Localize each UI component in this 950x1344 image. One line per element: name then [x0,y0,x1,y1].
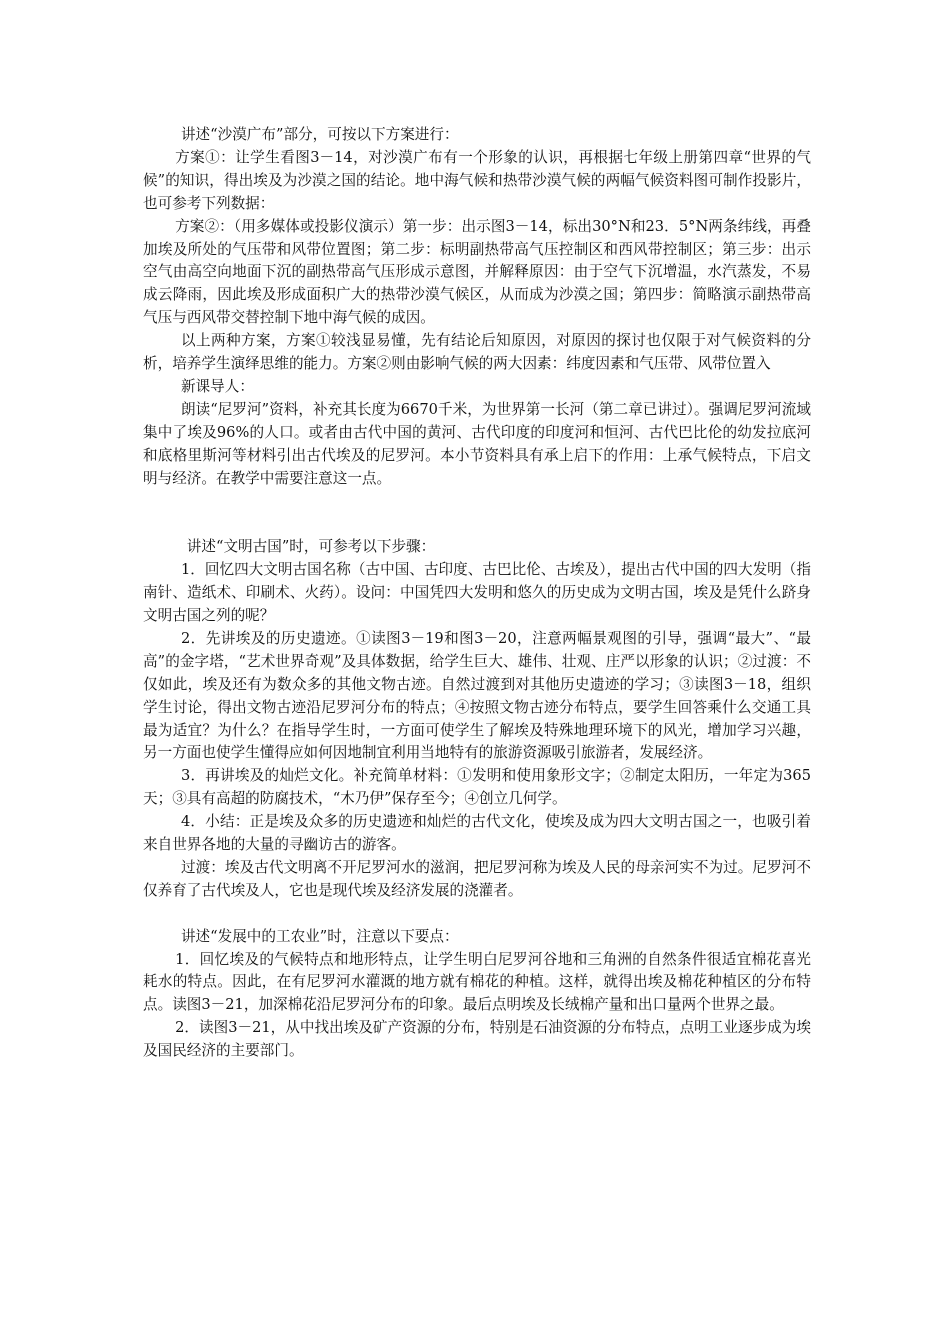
civilization-step-3: 3．再讲埃及的灿烂文化。补充简单材料：①发明和使用象形文字；②制定太阳历，一年定为365天；③具有高超的防腐技术，“木乃伊”保存至今；④创立几何学。 [143,767,811,808]
section-spacer [143,491,811,514]
industry-point-1: 1．回忆埃及的气候特点和地形特点，让学生明白尼罗河谷地和三角洲的自然条件很适宜棉花喜光耗水的特点。因此，在有尼罗河水灌溉的地方就有棉花的种植。这样，就得出埃及棉花种植区的分布特点。读图3－21，加深棉花沿尼罗河分布的印象。最后点明埃及长绒棉产量和出口量两个世界之最。 [143,950,811,1014]
desert-plans-summary: 以上两种方案，方案①较浅显易懂，先有结论后知原因，对原因的探讨也仅限于对气候资料的分析，培养学生演绎思维的能力。方案②则由影响气候的两大因素：纬度因素和气压带、风带位置入 [143,332,811,373]
civilization-section-intro: 讲述“文明古国”时，可参考以下步骤： [186,538,436,556]
desert-plan-2: 方案②：（用多媒体或投影仪演示）第一步：出示图3－14，标出30°N和23．5°N两条纬线，再叠加埃及所处的气压带和风带位置图；第二步：标明副热带高气压控制区和西风带控制区；第三步：出示空气由高空向地面下沉的副热带高气压形成示意图，并解释原因：由于空气下沉增温，水汽蒸发，不易成云降雨，因此埃及形成面积广大的热带沙漠气候区，从而成为沙漠之国；第四步：简略演示副热带高气压与西风带交替控制下地中海气候的成因。 [143,217,811,327]
new-lesson-heading: 新课导人： [180,377,254,395]
section-spacer [143,513,811,536]
desert-plan-1: 方案①：让学生看图3－14，对沙漠广布有一个形象的认识，再根据七年级上册第四章“世界的气候”的知识，得出埃及为沙漠之国的结论。地中海气候和热带沙漠气候的两幅气候资料图可制作投影片，也可参考下列数据： [143,148,811,212]
industry-section-intro: 讲述“发展中的工农业”时，注意以下要点： [180,927,459,945]
section-spacer [143,903,811,926]
civilization-transition: 过渡：埃及古代文明离不开尼罗河水的滋润，把尼罗河称为埃及人民的母亲河实不为过。尼罗河不仅养育了古代埃及人，它也是现代埃及经济发展的浇灌者。 [143,858,811,899]
document-body [143,124,811,1063]
civilization-step-1: 1．回忆四大文明古国名称（古中国、古印度、古巴比伦、古埃及），提出古代中国的四大发明（指南针、造纸术、印刷术、火药）。设问：中国凭四大发明和悠久的历史成为文明古国，埃及是凭什么跻身文明古国之列的呢？ [143,561,811,624]
industry-point-2: 2．读图3－21，从中找出埃及矿产资源的分布，特别是石油资源的分布特点，点明工业逐步成为埃及国民经济的主要部门。 [143,1019,811,1060]
desert-section-intro: 讲述“沙漠广布”部分，可按以下方案进行： [180,126,459,143]
civilization-step-4: 4．小结：正是埃及众多的历史遗迹和灿烂的古代文化，使埃及成为四大文明古国之一，也吸引着来自世界各地的大量的寻幽访古的游客。 [143,813,811,854]
nile-paragraph: 朗读“尼罗河”资料，补充其长度为6670千米，为世界第一长河（第二章已讲过）。强调尼罗河流域集中了埃及96%的人口。或者由古代中国的黄河、古代印度的印度河和恒河、古代巴比伦的幼发拉底河和底格里斯河等材料引出古代埃及的尼罗河。本小节资料具有承上启下的作用：上承气候特点，下启文明与经济。在教学中需要注意这一点。 [143,400,811,487]
civilization-step-2: 2．先讲埃及的历史遗迹。①读图3－19和图3－20，注意两幅景观图的引导，强调“最大”、“最高”的金字塔，“艺术世界奇观”及具体数据，给学生巨大、雄伟、壮观、庄严以形象的认识；②过渡：不仅如此，埃及还有为数众多的其他文物古迹。自然过渡到对其他历史遗迹的学习；③读图3－18，组织学生讨论，得出文物古迹沿尼罗河分布的特点；④按照文物古迹分布特点，要学生回答乘什么交通工具最为适宜？为什么？在指导学生时，一方面可使学生了解埃及特殊地理环境下的风光，增加学习兴趣，另一方面也使学生懂得应如何因地制宜利用当地特有的旅游资源吸引旅游者，发展经济。 [143,629,811,762]
